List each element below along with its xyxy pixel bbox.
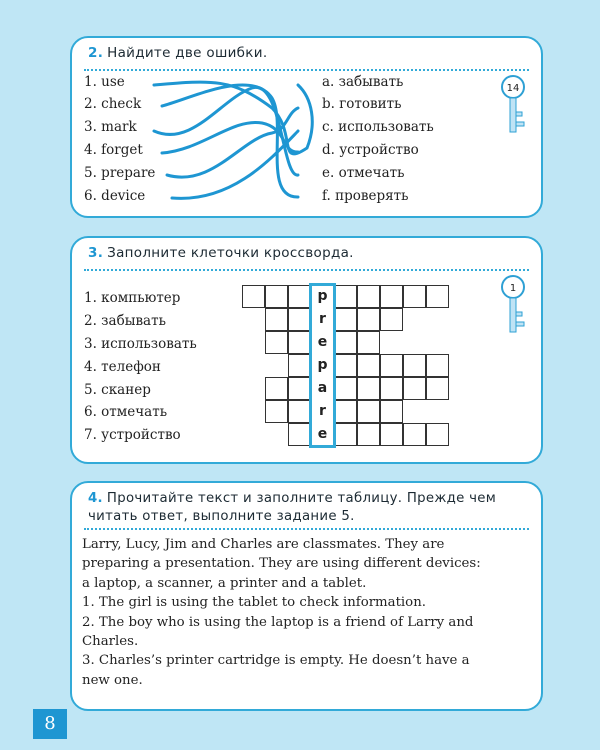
task-3-number: 3. <box>88 245 104 261</box>
crossword-cell[interactable] <box>288 423 311 446</box>
clue-6: 6. отмечать <box>84 404 168 420</box>
right-word-e: e. отмечать <box>322 165 405 181</box>
crossword-cell[interactable] <box>288 400 311 423</box>
clue-2: 2. забывать <box>84 313 166 329</box>
task-2-title-text: Найдите две ошибки. <box>107 45 268 61</box>
key-label-1: 1 <box>509 283 517 294</box>
right-word-c: c. использовать <box>322 119 434 135</box>
crossword-cell[interactable] <box>265 308 288 331</box>
crossword-cell[interactable] <box>288 377 311 400</box>
key-icon <box>499 74 529 141</box>
left-word-2: 2. check <box>84 96 142 112</box>
crossword-cell[interactable] <box>265 400 288 423</box>
crossword-cell[interactable] <box>357 400 380 423</box>
text-line: 1. The girl is using the tablet to check information. <box>82 595 426 611</box>
text-line: preparing a presentation. They are using different devices: <box>82 556 481 572</box>
match-line-6 <box>172 131 298 198</box>
clue-3: 3. использовать <box>84 336 197 352</box>
page-number: 8 <box>33 709 67 739</box>
right-word-a: a. забывать <box>322 74 404 90</box>
task-4-text <box>82 535 531 690</box>
clue-4: 4. телефон <box>84 359 161 375</box>
crossword-cell[interactable] <box>288 285 311 308</box>
crossword-cell[interactable] <box>357 423 380 446</box>
text-line: a laptop, a scanner, a printer and a tablet. <box>82 575 367 591</box>
crossword-cell[interactable] <box>334 423 357 446</box>
left-word-3: 3. mark <box>84 119 137 135</box>
text-line: new one. <box>82 672 143 688</box>
task-4-number: 4. <box>88 491 103 506</box>
text-line: Charles. <box>82 634 139 650</box>
crossword-cell[interactable] <box>380 400 403 423</box>
text-line: 3. Charles’s printer cartridge is empty. He doesn’t have a <box>82 653 470 669</box>
crossword-cell[interactable] <box>242 285 265 308</box>
crossword-answer-frame <box>309 283 336 448</box>
crossword-cell[interactable] <box>403 285 426 308</box>
task-3-divider <box>84 269 529 271</box>
crossword-cell[interactable] <box>380 377 403 400</box>
right-word-b: b. готовить <box>322 96 402 112</box>
task-4-divider <box>84 528 529 530</box>
crossword-cell[interactable] <box>403 354 426 377</box>
right-word-d: d. устройство <box>322 142 419 158</box>
text-line: Larry, Lucy, Jim and Charles are classmates. They are <box>82 537 445 552</box>
crossword-cell[interactable] <box>426 354 449 377</box>
key-icon <box>499 274 529 341</box>
task-2-number: 2. <box>88 45 104 61</box>
crossword-cell[interactable] <box>380 285 403 308</box>
task-3-title-text: Заполните клеточки кроссворда. <box>107 245 354 261</box>
task-2-card <box>70 36 543 218</box>
left-word-6: 6. device <box>84 188 146 204</box>
crossword-answer-letter: p <box>317 357 328 373</box>
crossword-cell[interactable] <box>288 308 311 331</box>
crossword-cell[interactable] <box>288 354 311 377</box>
crossword-answer-letter: e <box>317 426 328 442</box>
crossword-answer-letter: r <box>319 403 326 419</box>
task-4-card <box>70 481 543 711</box>
crossword-cell[interactable] <box>265 285 288 308</box>
crossword-cell[interactable] <box>426 285 449 308</box>
left-word-1: 1. use <box>84 74 125 90</box>
crossword-cell[interactable] <box>265 331 288 354</box>
task-3-title <box>88 245 354 261</box>
crossword-cell[interactable] <box>334 331 357 354</box>
task-3-card <box>70 236 543 464</box>
text-line: 2. The boy who is using the laptop is a friend of Larry and <box>82 614 474 630</box>
crossword-cell[interactable] <box>426 377 449 400</box>
key-label-14: 14 <box>506 83 520 94</box>
clue-5: 5. сканер <box>84 382 151 398</box>
right-word-f: f. проверять <box>322 188 409 204</box>
clue-7: 7. устройство <box>84 427 181 443</box>
crossword-cell[interactable] <box>357 308 380 331</box>
crossword-cell[interactable] <box>380 423 403 446</box>
crossword-cell[interactable] <box>334 354 357 377</box>
crossword-cell[interactable] <box>265 377 288 400</box>
crossword-cell[interactable] <box>334 308 357 331</box>
crossword-answer-letter: r <box>319 311 326 327</box>
crossword-cell[interactable] <box>357 377 380 400</box>
crossword-cell[interactable] <box>403 423 426 446</box>
task-4-title <box>88 490 496 526</box>
crossword-cell[interactable] <box>426 423 449 446</box>
clue-1: 1. компьютер <box>84 290 181 306</box>
crossword-cell[interactable] <box>357 285 380 308</box>
crossword-cell[interactable] <box>403 377 426 400</box>
crossword-cell[interactable] <box>334 285 357 308</box>
crossword-cell[interactable] <box>357 331 380 354</box>
crossword-answer-letter: e <box>317 334 328 350</box>
crossword-cell[interactable] <box>334 400 357 423</box>
left-word-4: 4. forget <box>84 142 143 158</box>
crossword-cell[interactable] <box>380 308 403 331</box>
crossword-cell[interactable] <box>334 377 357 400</box>
crossword-answer-letter: a <box>317 380 328 396</box>
crossword-cell[interactable] <box>288 331 311 354</box>
left-word-5: 5. prepare <box>84 165 156 181</box>
crossword-cell[interactable] <box>357 354 380 377</box>
task-4-title-line-1: Прочитайте текст и заполните таблицу. Прежде чем <box>106 491 497 506</box>
crossword-cell[interactable] <box>380 354 403 377</box>
crossword-answer-letter: p <box>317 288 328 304</box>
task-4-title-line-2: читать ответ, выполните задание 5. <box>88 509 355 524</box>
